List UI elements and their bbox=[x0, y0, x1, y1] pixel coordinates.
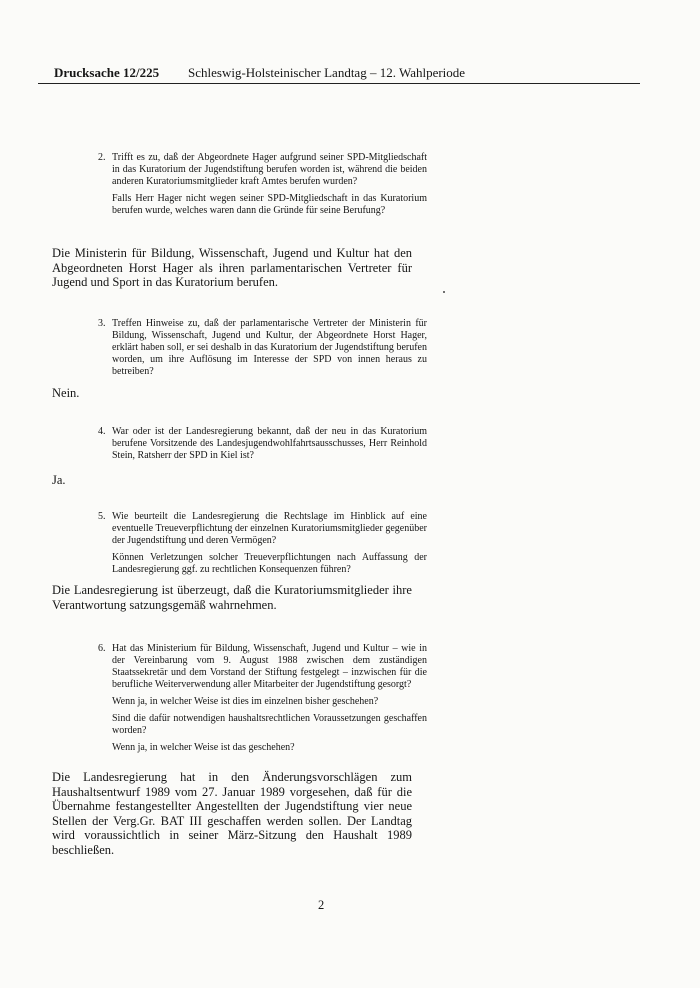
answer-3: Nein. bbox=[52, 386, 80, 400]
question-text: Wenn ja, in welcher Weise ist dies im einzelnen bisher geschehen? bbox=[112, 696, 379, 707]
scan-speck bbox=[443, 291, 445, 293]
question-text: Falls Herr Hager nicht wegen seiner SPD-Mitgliedschaft in das Kuratorium berufen wurde, welches waren dann die Gründe für seine Berufung? bbox=[112, 193, 427, 216]
question-text: Können Verletzungen solcher Treueverpflichtungen nach Auffassung der Landesregierung ggf. zu rechtlichen Konsequenzen führen? bbox=[112, 552, 427, 575]
answer-2: Die Ministerin für Bildung, Wissenschaft, Jugend und Kultur hat den Abgeordneten Horst Hager als ihren parlamentarischen Vertreter für Jugend und Sport in das Kuratorium berufen. bbox=[52, 246, 412, 289]
header-title: Schleswig-Holsteinischer Landtag – 12. Wahlperiode bbox=[188, 65, 466, 80]
question-5 bbox=[98, 511, 427, 581]
question-number: 2. bbox=[98, 152, 106, 163]
question-text: Trifft es zu, daß der Abgeordnete Hager aufgrund seiner SPD-Mitgliedschaft in das Kuratorium der Jugendstiftung berufen worden ist, während die beiden anderen Kuratoriumsmitglieder kraft Amtes berufen wurden? bbox=[112, 152, 427, 187]
question-3 bbox=[98, 318, 427, 383]
question-number: 5. bbox=[98, 511, 106, 522]
answer-5: Die Landesregierung ist überzeugt, daß die Kuratoriumsmitglieder ihre Verantwortung satzungsgemäß wahrnehmen. bbox=[52, 583, 412, 612]
question-text: War oder ist der Landesregierung bekannt, daß der neu in das Kuratorium berufene Vorsitzende des Landesjugendwohlfahrtsausschusses, Herr Reinhold Stein, Ratsherr der SPD in Kiel ist? bbox=[112, 426, 427, 461]
page-number: 2 bbox=[318, 898, 325, 912]
question-text: Treffen Hinweise zu, daß der parlamentarische Vertreter der Ministerin für Bildung, Wissenschaft, Jugend und Kultur, der Abgeordnete Horst Hager, erklärt haben soll, er sei deshalb in das Kuratorium der Jugendstiftung berufen worden, um ihre Auflösung im Interesse der SPD von innen heraus zu betreiben? bbox=[112, 318, 427, 377]
question-text: Wenn ja, in welcher Weise ist das geschehen? bbox=[112, 742, 295, 753]
question-number: 6. bbox=[98, 643, 106, 654]
answer-6: Die Landesregierung hat in den Änderungsvorschlägen zum Haushaltsentwurf 1989 vom 27. Januar 1989 vorgesehen, daß für die Übernahme festangestellter Angestellten der Jugendstiftung vier neue Stellen der Verg.Gr. BAT III geschaffen werden sollen. Der Landtag wird voraussichtlich in seiner März-Sitzung den Haushalt 1989 beschließen. bbox=[52, 770, 412, 857]
question-text: Hat das Ministerium für Bildung, Wissenschaft, Jugend und Kultur – wie in der Vereinbarung vom 9. August 1988 zwischen dem zuständigen Staatssekretär und dem Vorstand der Stiftung festgelegt – inzwischen für die berufliche Weiterverwendung aller Mitarbeiter der Jugendstiftung gesorgt? bbox=[112, 643, 427, 690]
question-number: 4. bbox=[98, 426, 106, 437]
answer-4: Ja. bbox=[52, 473, 66, 487]
question-4 bbox=[98, 426, 427, 467]
question-6 bbox=[98, 643, 427, 759]
page-header bbox=[54, 65, 654, 81]
question-2 bbox=[98, 152, 427, 222]
document-number: Drucksache 12/225 bbox=[54, 65, 160, 80]
header-rule bbox=[38, 83, 640, 84]
question-number: 3. bbox=[98, 318, 106, 329]
question-text: Wie beurteilt die Landesregierung die Rechtslage im Hinblick auf eine eventuelle Treueverpflichtung der einzelnen Kuratoriumsmitglieder gegenüber der Jugendstiftung und deren Vermögen? bbox=[112, 511, 427, 546]
question-text: Sind die dafür notwendigen haushaltsrechtlichen Voraussetzungen geschaffen worden? bbox=[112, 713, 427, 736]
